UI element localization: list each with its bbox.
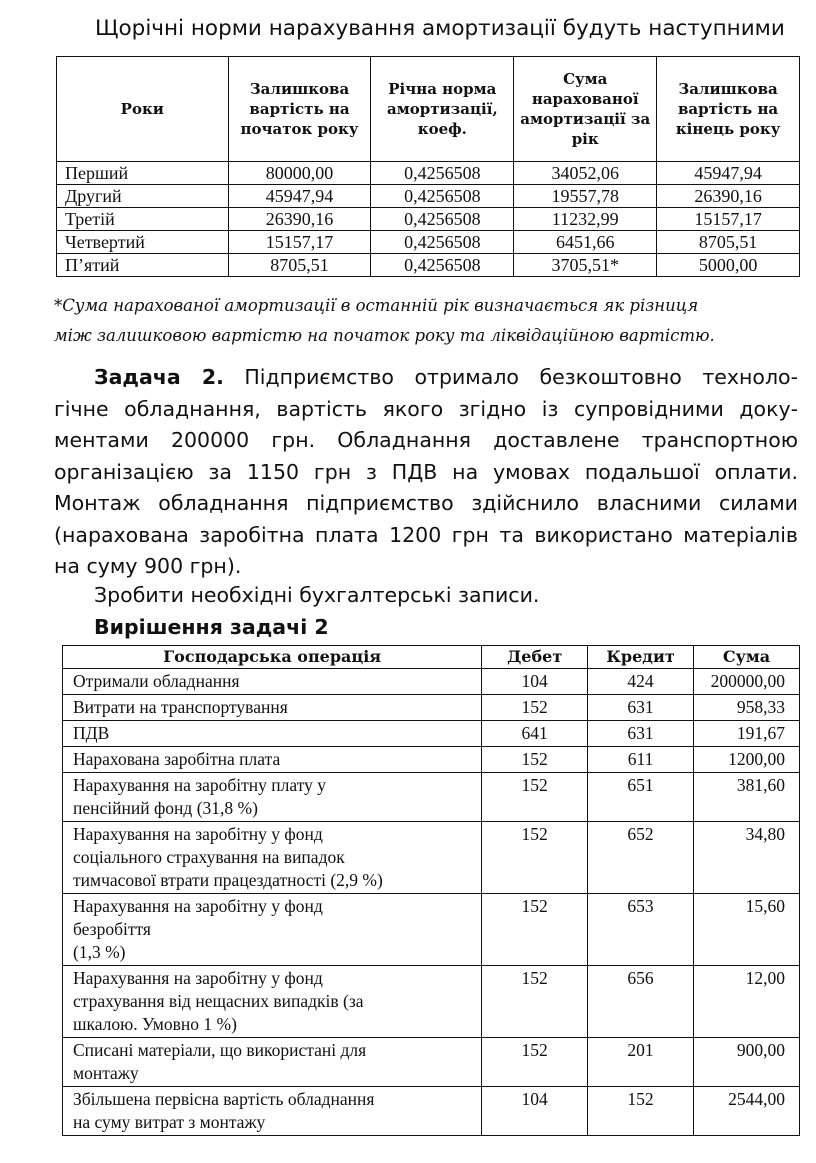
cell-debit: 104	[482, 669, 588, 695]
task-line	[54, 362, 798, 394]
operation-line: Нарахування на заробітну плату у	[73, 775, 327, 795]
cell-sum: 2544,00	[694, 1087, 800, 1136]
cell-debit: 152	[482, 1038, 588, 1087]
cell-depreciation-amount: 3705,51*	[514, 254, 657, 277]
table-row	[57, 254, 800, 277]
header-depreciation-amount: Сума нарахованої амортизації за рік	[514, 57, 657, 162]
table-row	[63, 1038, 800, 1087]
cell-closing-value: 8705,51	[657, 231, 800, 254]
table-row	[63, 721, 800, 747]
operation-line: Збільшена первісна вартість обладнання	[73, 1089, 375, 1109]
cell-opening-value: 80000,00	[228, 162, 371, 185]
cell-depreciation-amount: 19557,78	[514, 185, 657, 208]
task-statement	[54, 362, 798, 583]
cell-operation	[63, 747, 482, 773]
header-closing-value: Залишкова вартість на кінець року	[657, 57, 800, 162]
cell-operation	[63, 695, 482, 721]
solution-title: Вирішення задачі 2	[94, 615, 329, 639]
table-row	[63, 669, 800, 695]
cell-credit: 611	[588, 747, 694, 773]
header-debit: Дебет	[482, 646, 588, 669]
cell-annual-rate: 0,4256508	[371, 231, 514, 254]
cell-operation	[63, 894, 482, 966]
operation-line: Списані матеріали, що використані для	[73, 1040, 367, 1060]
journal-entries-table	[62, 645, 800, 1136]
table-row	[63, 773, 800, 822]
cell-sum: 1200,00	[694, 747, 800, 773]
cell-operation	[63, 966, 482, 1038]
task-line-text: Підприємство отримало безкоштовно техноло-	[244, 365, 798, 389]
intro-text: Щорічні норми нарахування амортизації будуть наступними	[95, 16, 785, 41]
cell-credit: 201	[588, 1038, 694, 1087]
operation-line: ПДВ	[73, 723, 110, 743]
task-line: організацією за 1150 грн з ПДВ на умовах подальшої оплати.	[54, 459, 798, 484]
cell-credit: 152	[588, 1087, 694, 1136]
cell-opening-value: 8705,51	[228, 254, 371, 277]
footnote-line: між залишковою вартістю на початок року та ліквідаційною вартістю.	[54, 326, 715, 345]
cell-operation	[63, 1087, 482, 1136]
table-row	[57, 185, 800, 208]
header-sum: Сума	[694, 646, 800, 669]
cell-annual-rate: 0,4256508	[371, 162, 514, 185]
table-row	[63, 747, 800, 773]
cell-depreciation-amount: 6451,66	[514, 231, 657, 254]
cell-year: Третій	[57, 208, 229, 231]
cell-sum: 191,67	[694, 721, 800, 747]
cell-closing-value: 5000,00	[657, 254, 800, 277]
operation-line: Нарахування на заробітну у фонд	[73, 824, 323, 844]
header-annual-rate: Річна норма амортизації, коеф.	[371, 57, 514, 162]
cell-depreciation-amount: 11232,99	[514, 208, 657, 231]
operation-line: шкалою. Умовно 1 %)	[73, 1014, 237, 1034]
header-credit: Кредит	[588, 646, 694, 669]
operation-line: Витрати на транспортування	[73, 697, 288, 717]
operation-line: Нарахування на заробітну у фонд	[73, 968, 323, 988]
cell-sum: 200000,00	[694, 669, 800, 695]
journal-table-header	[63, 646, 800, 669]
operation-line: Отримали обладнання	[73, 671, 240, 691]
task-instruction: Зробити необхідні бухгалтерські записи.	[94, 583, 540, 607]
operation-line: пенсійний фонд (31,8 %)	[73, 798, 258, 818]
cell-operation	[63, 773, 482, 822]
cell-credit: 651	[588, 773, 694, 822]
cell-annual-rate: 0,4256508	[371, 254, 514, 277]
cell-year: П’ятий	[57, 254, 229, 277]
depreciation-table	[56, 56, 800, 277]
operation-line: (1,3 %)	[73, 942, 126, 962]
operation-line: соціального страхування на випадок	[73, 847, 345, 867]
cell-debit: 641	[482, 721, 588, 747]
cell-year: Четвертий	[57, 231, 229, 254]
cell-debit: 152	[482, 894, 588, 966]
cell-closing-value: 15157,17	[657, 208, 800, 231]
cell-opening-value: 45947,94	[228, 185, 371, 208]
cell-debit: 152	[482, 822, 588, 894]
task-line: (нарахована заробітна плата 1200 грн та використано матеріалів	[54, 522, 798, 547]
table-row	[63, 1087, 800, 1136]
cell-credit: 631	[588, 721, 694, 747]
depreciation-table-header	[57, 57, 800, 162]
task-label: Задача 2.	[94, 365, 224, 389]
header-operation: Господарська операція	[63, 646, 482, 669]
cell-annual-rate: 0,4256508	[371, 185, 514, 208]
cell-debit: 152	[482, 966, 588, 1038]
cell-operation	[63, 721, 482, 747]
task-line: ментами 200000 грн. Обладнання доставлене транспортною	[54, 428, 798, 452]
cell-annual-rate: 0,4256508	[371, 208, 514, 231]
cell-sum: 381,60	[694, 773, 800, 822]
cell-credit: 424	[588, 669, 694, 695]
cell-debit: 152	[482, 695, 588, 721]
cell-year: Другий	[57, 185, 229, 208]
cell-sum: 15,60	[694, 894, 800, 966]
operation-line: тимчасової втрати працездатності (2,9 %)	[73, 870, 383, 890]
cell-credit: 656	[588, 966, 694, 1038]
cell-operation	[63, 1038, 482, 1087]
cell-sum: 12,00	[694, 966, 800, 1038]
cell-closing-value: 26390,16	[657, 185, 800, 208]
footnote	[54, 291, 814, 351]
cell-closing-value: 45947,94	[657, 162, 800, 185]
cell-credit: 631	[588, 695, 694, 721]
table-row	[63, 966, 800, 1038]
table-row	[57, 231, 800, 254]
operation-line: страхування від нещасних випадків (за	[73, 991, 364, 1011]
table-row	[63, 695, 800, 721]
operation-line: безробіття	[73, 919, 151, 939]
cell-year: Перший	[57, 162, 229, 185]
table-row	[57, 208, 800, 231]
operation-line: монтажу	[73, 1063, 139, 1083]
cell-credit: 652	[588, 822, 694, 894]
table-row	[63, 894, 800, 966]
task-line: гічне обладнання, вартість якого згідно із супровідними доку-	[54, 396, 798, 421]
cell-depreciation-amount: 34052,06	[514, 162, 657, 185]
cell-credit: 653	[588, 894, 694, 966]
operation-line: Нарахована заробітна плата	[73, 749, 281, 769]
cell-sum: 900,00	[694, 1038, 800, 1087]
cell-operation	[63, 822, 482, 894]
table-row	[63, 822, 800, 894]
cell-sum: 958,33	[694, 695, 800, 721]
header-years: Роки	[57, 57, 229, 162]
header-opening-value: Залишкова вартість на початок року	[228, 57, 371, 162]
cell-debit: 152	[482, 773, 588, 822]
task-line: на суму 900 грн).	[54, 554, 242, 578]
operation-line: на суму витрат з монтажу	[73, 1112, 266, 1132]
cell-operation	[63, 669, 482, 695]
footnote-line: *Сума нарахованої амортизації в останній рік визначається як різниця	[54, 296, 699, 315]
cell-opening-value: 26390,16	[228, 208, 371, 231]
table-row	[57, 162, 800, 185]
cell-sum: 34,80	[694, 822, 800, 894]
task-line: Монтаж обладнання підприємство здійснило власними силами	[54, 491, 798, 515]
operation-line: Нарахування на заробітну у фонд	[73, 896, 323, 916]
cell-debit: 104	[482, 1087, 588, 1136]
cell-opening-value: 15157,17	[228, 231, 371, 254]
cell-debit: 152	[482, 747, 588, 773]
